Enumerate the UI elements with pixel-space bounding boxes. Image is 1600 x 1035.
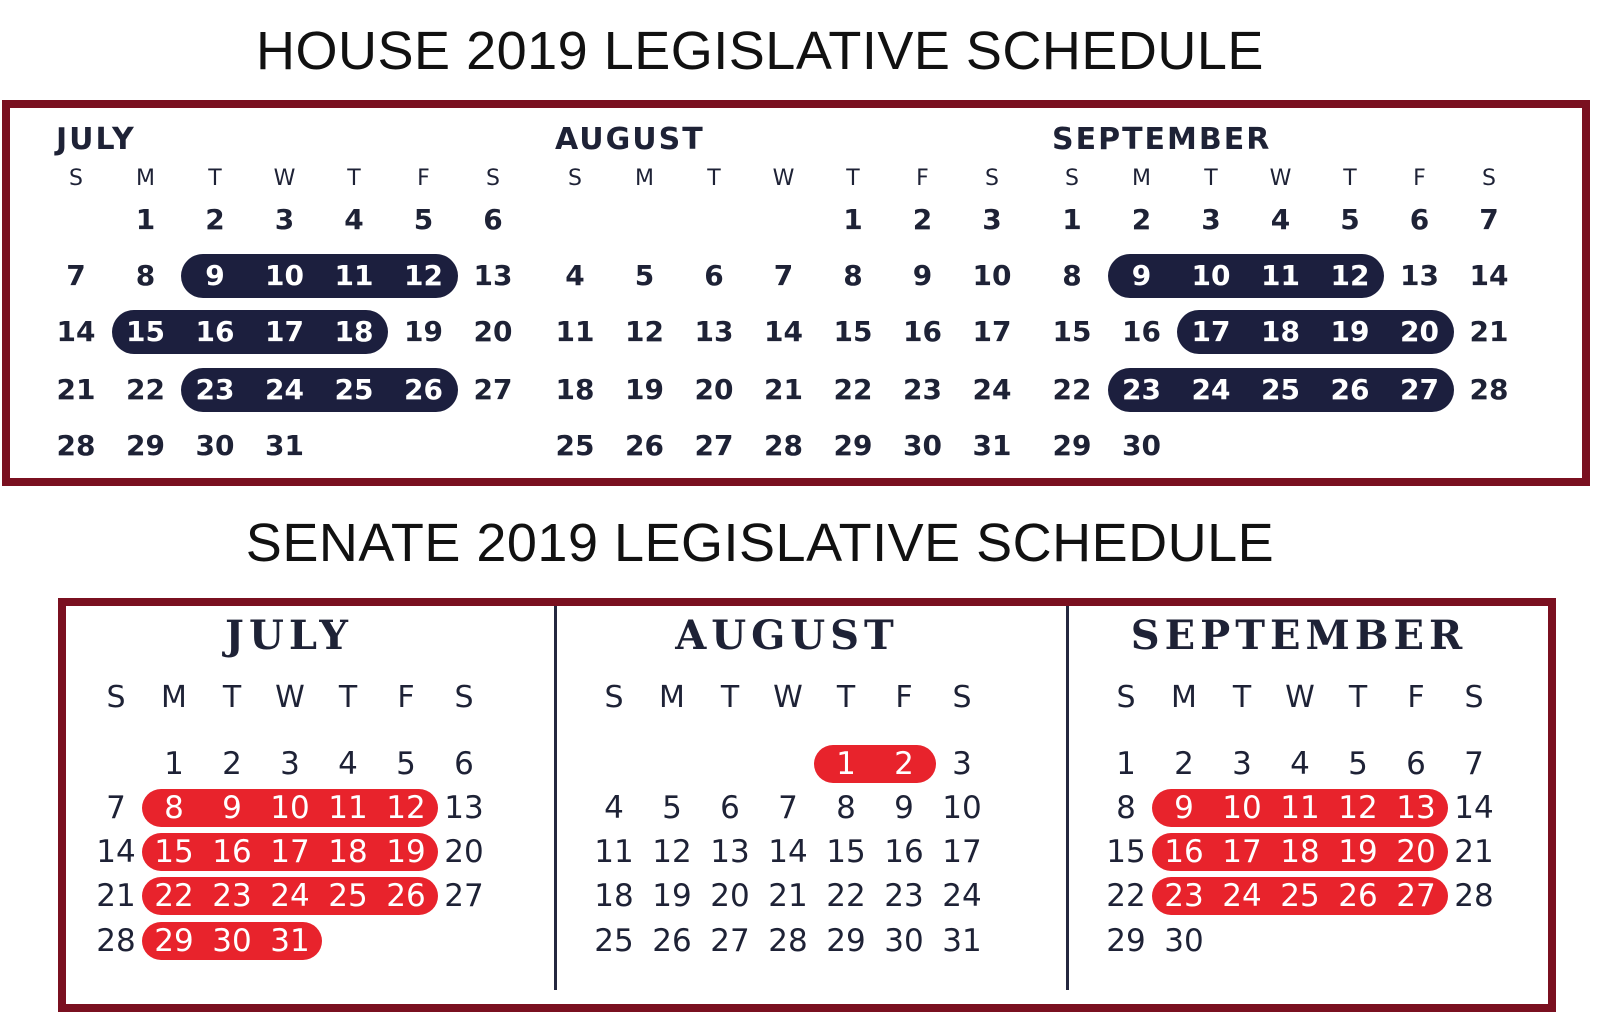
session-day: 22 bbox=[154, 878, 194, 914]
session-day: 23 bbox=[1164, 878, 1204, 914]
session-day: 13 bbox=[1396, 790, 1436, 826]
session-day: 20 bbox=[1396, 834, 1436, 870]
calendar-day: 30 bbox=[1164, 923, 1204, 959]
calendar-day: 27 bbox=[694, 429, 734, 462]
calendar-day: 12 bbox=[625, 315, 664, 348]
calendar-day: 8 bbox=[843, 259, 863, 292]
calendar-day: 6 bbox=[1406, 746, 1426, 782]
session-day: 16 bbox=[1164, 834, 1204, 870]
weekday-header: T bbox=[222, 680, 242, 715]
calendar-day: 19 bbox=[404, 315, 443, 348]
weekday-header: S bbox=[604, 680, 624, 715]
session-day: 26 bbox=[1338, 878, 1378, 914]
calendar-day: 28 bbox=[96, 923, 136, 959]
calendar-day: 19 bbox=[625, 373, 664, 406]
session-day: 11 bbox=[334, 259, 374, 292]
calendar-day: 7 bbox=[778, 790, 798, 826]
session-day: 12 bbox=[386, 790, 426, 826]
weekday-header: S bbox=[69, 166, 83, 191]
calendar-day: 29 bbox=[833, 429, 873, 462]
session-day: 16 bbox=[195, 315, 235, 348]
weekday-header: M bbox=[136, 166, 155, 191]
weekday-header: M bbox=[659, 680, 685, 715]
calendar-day: 20 bbox=[473, 315, 513, 348]
calendar-day: 9 bbox=[894, 790, 914, 826]
session-day: 25 bbox=[334, 373, 374, 406]
weekday-header: S bbox=[1482, 166, 1496, 191]
weekday-header: W bbox=[772, 166, 795, 191]
calendar-day: 21 bbox=[56, 373, 96, 406]
weekday-header: M bbox=[161, 680, 187, 715]
calendar-day: 14 bbox=[768, 834, 808, 870]
calendar-day: 28 bbox=[1469, 373, 1509, 406]
calendar-day: 14 bbox=[96, 834, 136, 870]
session-day: 18 bbox=[1280, 834, 1320, 870]
calendar-day: 31 bbox=[972, 429, 1012, 462]
calendar-day: 29 bbox=[1052, 429, 1092, 462]
calendar-day: 27 bbox=[444, 878, 484, 914]
calendar-day: 29 bbox=[826, 923, 866, 959]
calendar-day: 2 bbox=[912, 203, 933, 236]
calendar-day: 30 bbox=[884, 923, 924, 959]
calendar-day: 16 bbox=[903, 315, 942, 348]
session-day: 26 bbox=[404, 373, 443, 406]
house-schedule-title: HOUSE 2019 LEGISLATIVE SCHEDULE bbox=[256, 21, 1264, 81]
weekday-header: F bbox=[1413, 166, 1426, 191]
calendar-day: 2 bbox=[205, 203, 225, 236]
calendar-day: 10 bbox=[972, 259, 1012, 292]
month-divider bbox=[554, 606, 557, 990]
weekday-header: F bbox=[417, 166, 430, 191]
calendar-day: 21 bbox=[1469, 315, 1509, 348]
calendar-day: 2 bbox=[222, 746, 242, 782]
weekday-header: F bbox=[397, 680, 415, 715]
session-day: 17 bbox=[265, 315, 304, 348]
session-day: 25 bbox=[1280, 878, 1320, 914]
calendar-day: 7 bbox=[1464, 746, 1484, 782]
session-day: 8 bbox=[164, 790, 184, 826]
calendar-day: 4 bbox=[1270, 203, 1291, 236]
session-day: 11 bbox=[328, 790, 368, 826]
weekday-header: T bbox=[1343, 166, 1357, 191]
month-name: AUGUST bbox=[555, 122, 705, 157]
calendar-day: 2 bbox=[1174, 746, 1194, 782]
calendar-day: 5 bbox=[413, 203, 434, 236]
calendar-day: 29 bbox=[126, 429, 165, 462]
session-day: 25 bbox=[1261, 373, 1300, 406]
session-day: 10 bbox=[1191, 259, 1231, 292]
month-name: SEPTEMBER bbox=[1130, 612, 1468, 659]
session-day: 1 bbox=[836, 746, 856, 782]
calendar-day: 25 bbox=[555, 429, 595, 462]
weekday-header: T bbox=[338, 680, 358, 715]
calendar-day: 5 bbox=[634, 259, 655, 292]
calendar-day: 22 bbox=[126, 373, 165, 406]
calendar-day: 28 bbox=[768, 923, 808, 959]
session-day: 15 bbox=[154, 834, 194, 870]
session-day: 18 bbox=[334, 315, 374, 348]
calendar-day: 26 bbox=[625, 429, 664, 462]
calendar-day: 28 bbox=[764, 429, 803, 462]
session-day: 12 bbox=[404, 259, 443, 292]
session-day: 12 bbox=[1338, 790, 1378, 826]
calendar-day: 15 bbox=[826, 834, 866, 870]
calendar-day: 23 bbox=[903, 373, 942, 406]
calendar-day: 8 bbox=[836, 790, 856, 826]
weekday-header: S bbox=[952, 680, 972, 715]
calendar-day: 30 bbox=[903, 429, 942, 462]
session-day: 17 bbox=[270, 834, 310, 870]
session-day: 24 bbox=[270, 878, 310, 914]
calendar-day: 3 bbox=[1232, 746, 1252, 782]
calendar-day: 17 bbox=[942, 834, 982, 870]
weekday-header: S bbox=[106, 680, 126, 715]
session-day: 19 bbox=[386, 834, 426, 870]
calendar-day: 1 bbox=[843, 203, 863, 236]
calendar-day: 30 bbox=[195, 429, 235, 462]
calendar-day: 18 bbox=[555, 373, 595, 406]
calendar-day: 6 bbox=[454, 746, 474, 782]
weekday-header: S bbox=[1464, 680, 1484, 715]
calendar-day: 13 bbox=[444, 790, 484, 826]
calendar-day: 11 bbox=[555, 315, 595, 348]
calendar-day: 16 bbox=[1122, 315, 1161, 348]
session-day: 9 bbox=[1174, 790, 1194, 826]
session-day: 11 bbox=[1261, 259, 1300, 292]
calendar-day: 21 bbox=[96, 878, 136, 914]
calendar-day: 5 bbox=[662, 790, 682, 826]
session-day: 26 bbox=[1330, 373, 1370, 406]
weekday-header: S bbox=[454, 680, 474, 715]
weekday-header: T bbox=[720, 680, 740, 715]
weekday-header: T bbox=[208, 166, 222, 191]
session-day: 2 bbox=[894, 746, 914, 782]
calendar-day: 3 bbox=[274, 203, 295, 236]
calendar-day: 13 bbox=[710, 834, 750, 870]
calendar-day: 5 bbox=[1348, 746, 1368, 782]
calendar-day: 9 bbox=[912, 259, 933, 292]
month-divider bbox=[1066, 606, 1069, 990]
calendar-day: 21 bbox=[764, 373, 803, 406]
session-day: 10 bbox=[1222, 790, 1262, 826]
calendar-day: 29 bbox=[1106, 923, 1146, 959]
calendar-day: 6 bbox=[1409, 203, 1430, 236]
calendar-day: 28 bbox=[1454, 878, 1494, 914]
calendar-day: 7 bbox=[106, 790, 126, 826]
calendar-day: 20 bbox=[444, 834, 484, 870]
calendar-day: 21 bbox=[1454, 834, 1494, 870]
calendar-day: 14 bbox=[1454, 790, 1494, 826]
month-name: AUGUST bbox=[675, 612, 899, 659]
calendar-day: 8 bbox=[1116, 790, 1136, 826]
calendar-day: 12 bbox=[652, 834, 692, 870]
calendar-day: 22 bbox=[1052, 373, 1092, 406]
senate-calendar-frame bbox=[58, 598, 1556, 1012]
weekday-header: F bbox=[916, 166, 929, 191]
session-day: 30 bbox=[212, 923, 252, 959]
session-day: 9 bbox=[205, 259, 225, 292]
calendar-day: 13 bbox=[694, 315, 734, 348]
calendar-day: 15 bbox=[833, 315, 873, 348]
session-day: 27 bbox=[1396, 878, 1436, 914]
calendar-day: 3 bbox=[952, 746, 972, 782]
calendar-day: 27 bbox=[473, 373, 513, 406]
calendar-day: 24 bbox=[972, 373, 1012, 406]
calendar-day: 22 bbox=[826, 878, 866, 914]
calendar-day: 4 bbox=[1290, 746, 1310, 782]
session-day: 23 bbox=[195, 373, 235, 406]
calendar-day: 1 bbox=[164, 746, 184, 782]
weekday-header: S bbox=[985, 166, 999, 191]
session-day: 24 bbox=[265, 373, 304, 406]
session-day: 23 bbox=[1122, 373, 1161, 406]
weekday-header: T bbox=[846, 166, 860, 191]
session-day: 31 bbox=[270, 923, 310, 959]
calendar-day: 11 bbox=[594, 834, 634, 870]
calendar-day: 10 bbox=[942, 790, 982, 826]
calendar-day: 4 bbox=[344, 203, 364, 236]
session-day: 9 bbox=[222, 790, 242, 826]
session-day: 10 bbox=[265, 259, 304, 292]
weekday-header: M bbox=[635, 166, 654, 191]
calendar-day: 1 bbox=[135, 203, 156, 236]
weekday-header: S bbox=[1065, 166, 1079, 191]
weekday-header: W bbox=[1285, 680, 1315, 715]
month-name: SEPTEMBER bbox=[1052, 122, 1272, 157]
session-day: 18 bbox=[328, 834, 368, 870]
session-day: 20 bbox=[1400, 315, 1439, 348]
session-day: 15 bbox=[126, 315, 165, 348]
weekday-header: W bbox=[275, 680, 305, 715]
calendar-day: 26 bbox=[652, 923, 692, 959]
calendar-day: 1 bbox=[1062, 203, 1082, 236]
calendar-day: 27 bbox=[710, 923, 750, 959]
session-day: 9 bbox=[1131, 259, 1152, 292]
session-day: 17 bbox=[1222, 834, 1262, 870]
calendar-day: 14 bbox=[1469, 259, 1509, 292]
calendar-day: 2 bbox=[1131, 203, 1152, 236]
weekday-header: T bbox=[836, 680, 856, 715]
house-calendar-frame bbox=[2, 100, 1590, 486]
calendar-day: 13 bbox=[473, 259, 513, 292]
weekday-header: S bbox=[568, 166, 582, 191]
calendar-day: 23 bbox=[884, 878, 924, 914]
calendar-day: 6 bbox=[483, 203, 503, 236]
calendar-day: 16 bbox=[884, 834, 924, 870]
calendar-day: 5 bbox=[1340, 203, 1360, 236]
weekday-header: T bbox=[707, 166, 721, 191]
calendar-day: 3 bbox=[280, 746, 300, 782]
calendar-day: 8 bbox=[135, 259, 156, 292]
month-name: JULY bbox=[56, 122, 136, 157]
calendar-day: 7 bbox=[66, 259, 86, 292]
session-day: 16 bbox=[212, 834, 252, 870]
session-day: 26 bbox=[386, 878, 426, 914]
weekday-header: F bbox=[1407, 680, 1425, 715]
calendar-day: 1 bbox=[1116, 746, 1136, 782]
calendar-day: 13 bbox=[1400, 259, 1439, 292]
session-day: 29 bbox=[154, 923, 194, 959]
calendar-day: 31 bbox=[942, 923, 982, 959]
calendar-day: 3 bbox=[1201, 203, 1221, 236]
weekday-header: F bbox=[895, 680, 913, 715]
session-day: 27 bbox=[1400, 373, 1439, 406]
calendar-day: 31 bbox=[265, 429, 304, 462]
session-day: 23 bbox=[212, 878, 252, 914]
weekday-header: T bbox=[1204, 166, 1218, 191]
calendar-day: 3 bbox=[982, 203, 1002, 236]
session-day: 24 bbox=[1191, 373, 1231, 406]
session-day: 18 bbox=[1261, 315, 1300, 348]
calendar-day: 8 bbox=[1062, 259, 1082, 292]
calendar-day: 15 bbox=[1052, 315, 1092, 348]
calendar-day: 15 bbox=[1106, 834, 1146, 870]
calendar-day: 19 bbox=[652, 878, 692, 914]
session-day: 10 bbox=[270, 790, 310, 826]
session-day: 19 bbox=[1338, 834, 1378, 870]
weekday-header: S bbox=[1116, 680, 1136, 715]
calendar-day: 6 bbox=[704, 259, 724, 292]
weekday-header: W bbox=[773, 680, 803, 715]
calendar-day: 5 bbox=[396, 746, 416, 782]
calendar-day: 28 bbox=[56, 429, 96, 462]
calendar-day: 6 bbox=[720, 790, 740, 826]
calendar-day: 24 bbox=[942, 878, 982, 914]
weekday-header: M bbox=[1132, 166, 1151, 191]
calendar-day: 22 bbox=[833, 373, 873, 406]
calendar-day: 30 bbox=[1122, 429, 1161, 462]
calendar-day: 14 bbox=[764, 315, 803, 348]
weekday-header: W bbox=[1269, 166, 1292, 191]
weekday-header: T bbox=[347, 166, 361, 191]
session-day: 25 bbox=[328, 878, 368, 914]
weekday-header: W bbox=[273, 166, 296, 191]
session-day: 12 bbox=[1330, 259, 1370, 292]
calendar-day: 22 bbox=[1106, 878, 1146, 914]
calendar-day: 14 bbox=[56, 315, 96, 348]
calendar-day: 17 bbox=[972, 315, 1012, 348]
calendar-day: 25 bbox=[594, 923, 634, 959]
weekday-header: T bbox=[1232, 680, 1252, 715]
calendar-day: 4 bbox=[338, 746, 358, 782]
session-day: 17 bbox=[1191, 315, 1231, 348]
calendar-day: 7 bbox=[773, 259, 794, 292]
calendar-day: 21 bbox=[768, 878, 808, 914]
calendar-day: 18 bbox=[594, 878, 634, 914]
session-day: 19 bbox=[1330, 315, 1370, 348]
weekday-header: S bbox=[486, 166, 500, 191]
session-day: 24 bbox=[1222, 878, 1262, 914]
weekday-header: M bbox=[1171, 680, 1197, 715]
month-name: JULY bbox=[225, 612, 353, 659]
calendar-day: 4 bbox=[565, 259, 585, 292]
calendar-day: 20 bbox=[694, 373, 734, 406]
weekday-header: T bbox=[1348, 680, 1368, 715]
calendar-day: 7 bbox=[1479, 203, 1499, 236]
calendar-day: 20 bbox=[710, 878, 750, 914]
session-day: 11 bbox=[1280, 790, 1320, 826]
calendar-day: 4 bbox=[604, 790, 624, 826]
senate-schedule-title: SENATE 2019 LEGISLATIVE SCHEDULE bbox=[245, 513, 1275, 573]
